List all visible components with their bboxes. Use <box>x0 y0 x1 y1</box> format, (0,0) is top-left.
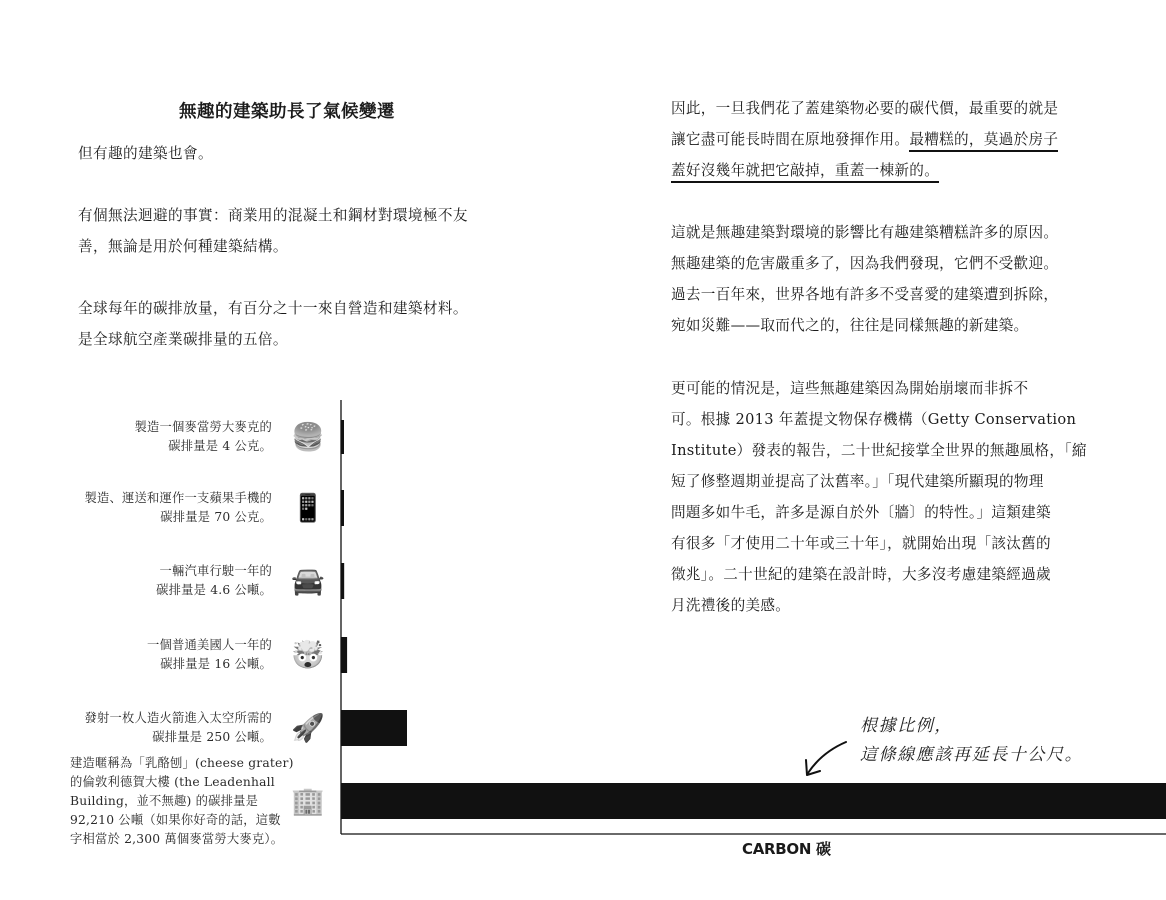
text-line: 過去一百年來，世界各地有許多不受喜愛的建築遭到拆除， <box>671 286 1059 303</box>
bar-phone <box>341 490 344 526</box>
category-label <box>135 418 272 456</box>
text-line: 因此，一旦我們花了蓋建築物必要的碳代價，最重要的就是 <box>671 100 1059 117</box>
category-label-line: 一輛汽車行駛一年的 <box>159 564 272 578</box>
text-line: 月洗禮後的美感。 <box>671 597 791 614</box>
text-line: Institute）發表的報告，二十世紀接掌全世界的無趣風格，「縮 <box>671 442 1087 459</box>
car-icon: 🚘 <box>291 566 325 597</box>
category-label-line: 碳排量是 70 公克。 <box>160 510 272 524</box>
category-label-line: 碳排量是 16 公噸。 <box>160 657 272 671</box>
category-label-line: 碳排量是 4 公克。 <box>168 439 272 453</box>
category-label-line: 發射一枚人造火箭進入太空所需的 <box>84 711 272 725</box>
page-title: 無趣的建築助長了氣候變遷 <box>179 102 395 122</box>
category-label <box>156 562 272 600</box>
x-axis-title: CARBON 碳 <box>742 840 831 858</box>
underlined-text: 蓋好沒幾年就把它敲掉，重蓋一棟新的。 <box>671 162 939 183</box>
text-line: 有個無法迴避的事實：商業用的混凝土和鋼材對環境極不友 <box>78 207 468 224</box>
text-line: 是全球航空產業碳排量的五倍。 <box>78 331 288 348</box>
text-line: 更可能的情況是，這些無趣建築因為開始崩壞而非拆不 <box>671 380 1029 397</box>
category-label-line: 建造暱稱為「乳酪刨」(cheese grater) <box>70 755 294 770</box>
underlined-text: 最糟糕的，莫過於房子 <box>909 131 1058 152</box>
text-line: 無趣建築的危害嚴重多了，因為我們發現，它們不受歡迎。 <box>671 255 1059 272</box>
bar-rocket <box>341 710 407 746</box>
category-label-line: 一個普通美國人一年的 <box>147 638 272 652</box>
bar-exploding-head <box>341 637 347 673</box>
category-label-line: 的倫敦利德賀大樓 (the Leadenhall <box>70 774 275 789</box>
category-label-line: 製造一個麥當勞大麥克的 <box>134 420 272 434</box>
category-label-line: 製造、運送和運作一支蘋果手機的 <box>84 491 272 505</box>
text-fragment: 讓它盡可能長時間在原地發揮作用。 <box>671 131 910 148</box>
text-line: 全球每年的碳排放量，有百分之十一來自營造和建築材料。 <box>78 300 468 317</box>
text-line: 這就是無趣建築對環境的影響比有趣建築糟糕許多的原因。 <box>671 224 1059 241</box>
text-line: 但有趣的建築也會。 <box>78 145 213 162</box>
burger-icon: 🍔 <box>291 422 325 453</box>
category-label <box>85 489 272 527</box>
text-line: 有很多「才使用二十年或三十年」，就開始出現「該汰舊的 <box>671 535 1051 552</box>
category-label <box>85 709 272 747</box>
category-label <box>147 636 272 674</box>
category-label-line: Building，並不無趣) 的碳排量是 <box>70 793 259 808</box>
annotation-line: 根據比例， <box>860 716 953 736</box>
annotation-line: 這條線應該再延長十公尺。 <box>860 745 1084 765</box>
phone-icon: 📱 <box>291 493 325 524</box>
category-label-line: 92,210 公噸（如果你好奇的話，這數 <box>70 812 281 827</box>
office-building-icon: 🏢 <box>291 786 325 817</box>
annotation-arrow <box>808 742 846 773</box>
exploding-head-icon: 🤯 <box>291 640 325 671</box>
bar-burger <box>341 420 344 454</box>
text-line: 可。根據 2013 年蓋提文物保存機構（Getty Conservation <box>671 411 1077 428</box>
scale-annotation <box>860 712 1083 770</box>
category-label <box>70 754 294 849</box>
rocket-icon: 🚀 <box>291 713 325 744</box>
text-line: 徵兆」。二十世紀的建築在設計時，大多沒考慮建築經過歲 <box>671 566 1051 583</box>
category-label-line: 碳排量是 4.6 公噸。 <box>156 583 272 597</box>
category-label-line: 碳排量是 250 公噸。 <box>152 730 272 744</box>
bar-car <box>341 563 344 599</box>
text-line: 宛如災難——取而代之的，往往是同樣無趣的新建築。 <box>671 317 1029 334</box>
bar-office-building <box>341 783 1166 819</box>
category-label-line: 字相當於 2,300 萬個麥當勞大麥克）。 <box>70 831 284 846</box>
text-line: 問題多如牛毛，許多是源自於外〔牆〕的特性。」這類建築 <box>671 504 1051 521</box>
text-line: 善，無論是用於何種建築結構。 <box>78 238 288 255</box>
text-line: 短了修整週期並提高了汰舊率。」「現代建築所顯現的物理 <box>671 473 1044 490</box>
